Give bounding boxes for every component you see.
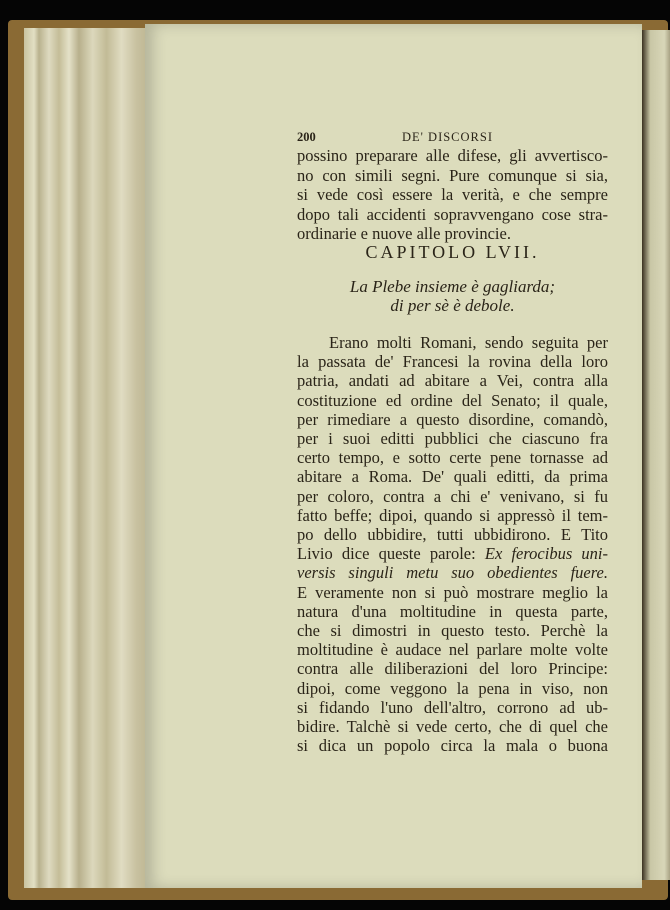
text-line: bidire. Talchè si vede certo, che di quel che (297, 717, 608, 736)
text-line: E veramente non si può mostrare meglio la (297, 582, 608, 602)
text-line: si fidando l'uno dell'altro, corrono ad ub- (297, 697, 608, 717)
text-line: contra alle diliberazioni del loro Principe: (297, 659, 608, 679)
text-line: no con simili segni. Pure comunque si sia, (297, 165, 608, 185)
text-line: Erano molti Romani, sendo seguita per (329, 333, 608, 352)
running-header (297, 130, 608, 145)
text-line: abitare a Roma. De' quali editti, da prima (297, 467, 608, 487)
text-line: patria, andati ad abitare a Vei, contra alla (297, 371, 608, 391)
text-line: possino preparare alle difese, gli avvertisco- (297, 146, 608, 165)
text-line: Livio dice queste parole: Ex ferocibus uni- (297, 544, 608, 564)
text-line: si dica un popolo circa la mala o buona (297, 736, 608, 756)
page-number: 200 (297, 130, 316, 144)
text-line: si vede così essere la verità, e che sempre (297, 185, 608, 204)
text-line: moltitudine è audace nel parlare molte volte (297, 640, 608, 660)
text-line: certo tempo, e sotto certe pene tornasse ad (297, 448, 608, 468)
chapter-subtitle-line: di per sè è debole. (390, 296, 515, 315)
text-line: po dello ubbidire, tutti ubbidirono. E Tito (297, 525, 608, 544)
text-line: versis singuli metu suo obedientes fuere. (297, 563, 608, 583)
text-line: che si dimostri in questo testo. Perchè la (297, 621, 608, 640)
text-line: ordinarie e nuove alle provincie. (297, 224, 511, 243)
text-line: dipoi, come veggono la pena in viso, non (297, 678, 608, 698)
chapter-title: CAPITOLO LVII. (365, 242, 540, 262)
chapter-subtitle-line: La Plebe insieme è gagliarda; (349, 277, 556, 296)
text-line: costituzione ed ordine del Senato; il quale, (297, 390, 608, 410)
text-line: dopo tali accidenti sopravvengano cose stra- (297, 204, 608, 224)
next-page-edge (642, 30, 670, 880)
text-line: natura d'una moltitudine in questa parte, (297, 601, 608, 621)
text-line: per rimediare a questo disordine, comandò, (297, 409, 608, 429)
text-line: per coloro, contra a chi e' venivano, si fu (297, 486, 608, 506)
text-line: fatto beffe; dipoi, quando si appressò il tem- (297, 505, 608, 525)
running-title: DE' DISCORSI (402, 130, 493, 144)
text-line: per i suoi editti pubblici che ciascuno fra (297, 429, 608, 448)
page-stack-edges (24, 28, 149, 888)
text-line: la passata de' Francesi la rovina della loro (297, 352, 608, 372)
